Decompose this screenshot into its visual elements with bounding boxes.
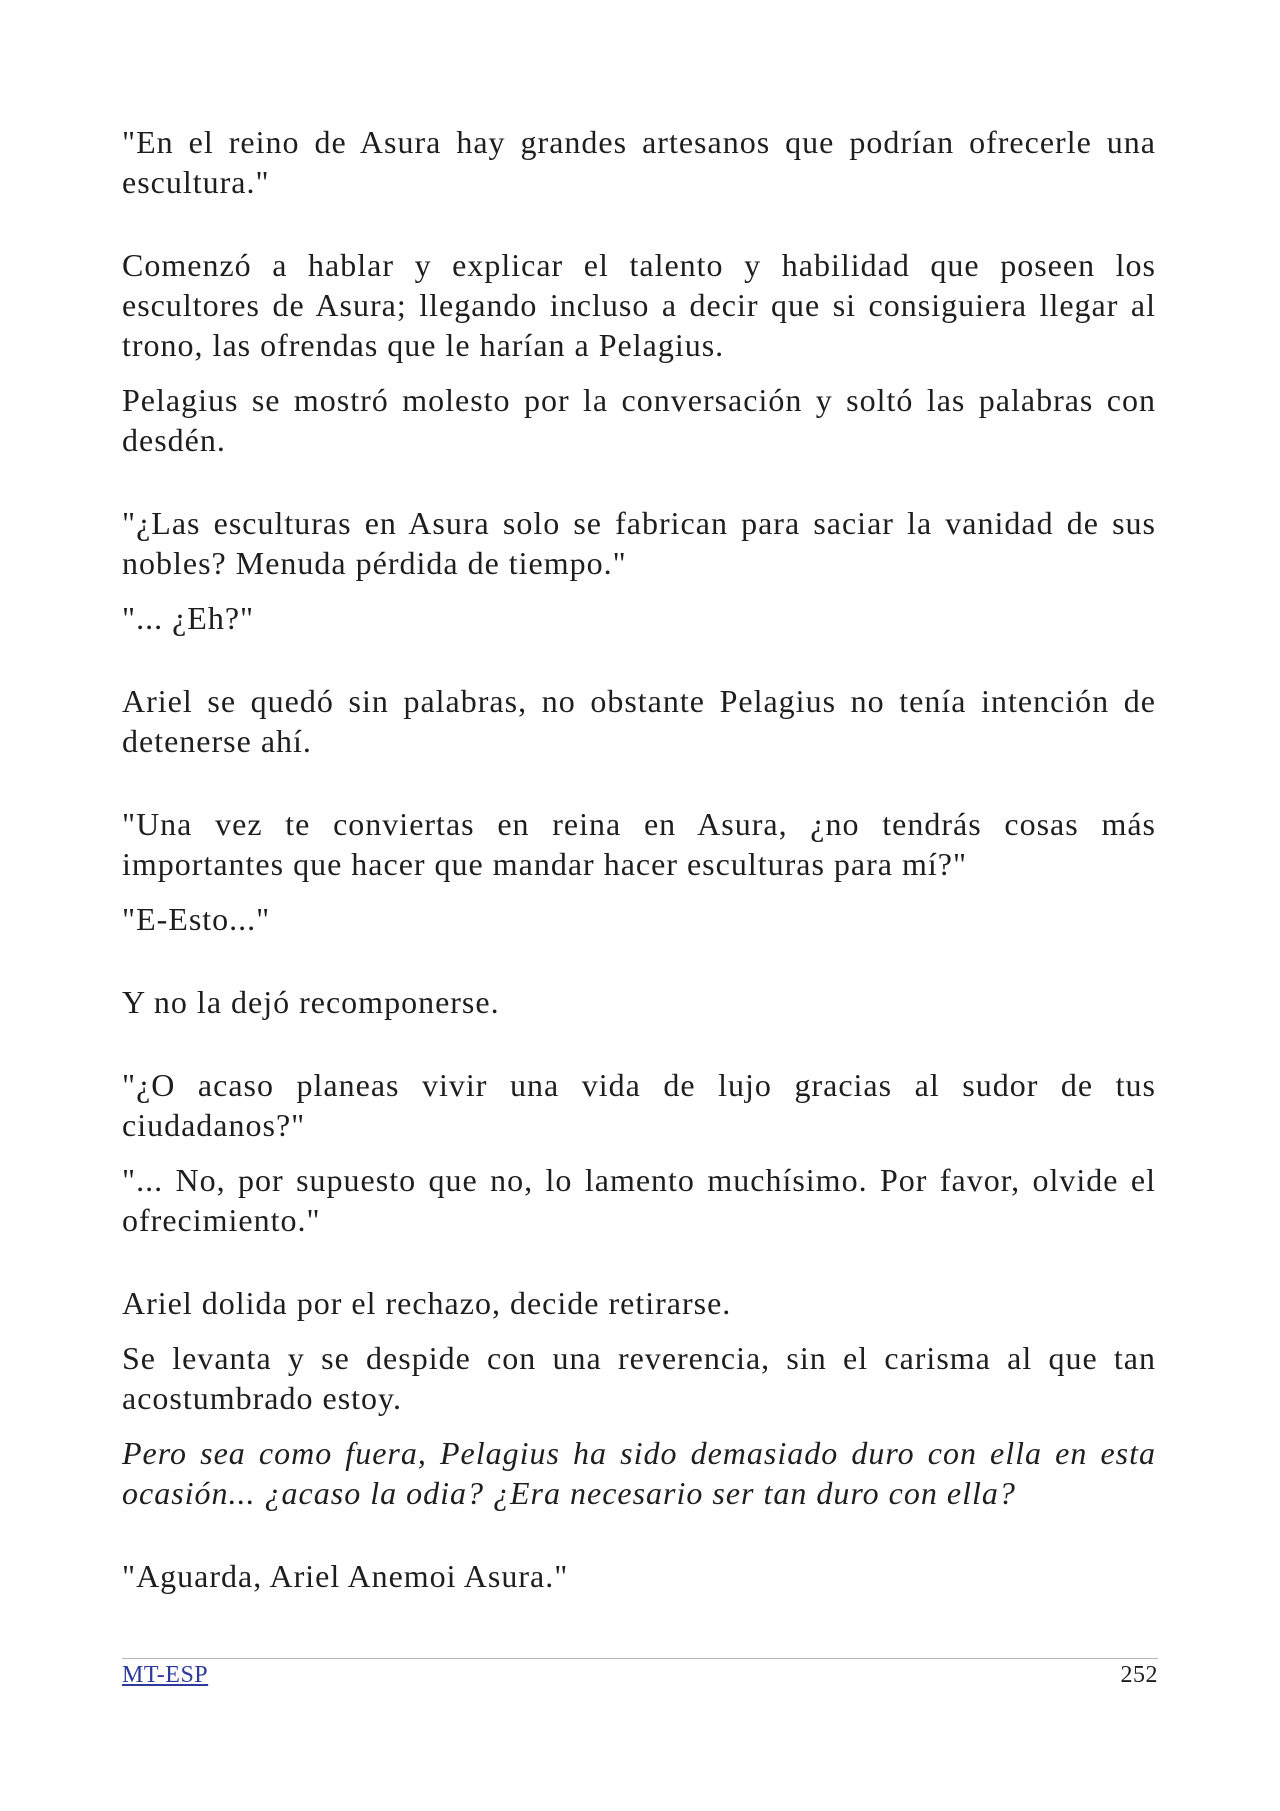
text-line: "¿O acaso planeas vivir una vida de lujo gracias al sudor de tus bbox=[122, 1067, 1156, 1103]
paragraph-13 bbox=[122, 1338, 1156, 1418]
text-line: Pelagius se mostró molesto por la conversación y soltó las palabras con bbox=[122, 382, 1156, 418]
text-line: "¿Las esculturas en Asura solo se fabrican para saciar la vanidad de sus bbox=[122, 505, 1156, 541]
paragraph-14-italic bbox=[122, 1433, 1156, 1513]
page-number: 252 bbox=[1120, 1662, 1158, 1688]
paragraph-3 bbox=[122, 380, 1156, 460]
text-line: ciudadanos?" bbox=[122, 1107, 306, 1143]
text-line: nobles? Menuda pérdida de tiempo." bbox=[122, 545, 627, 581]
text-line: Y no la dejó recomponerse. bbox=[122, 984, 500, 1020]
paragraph-4 bbox=[122, 503, 1156, 583]
paragraph-1 bbox=[122, 122, 1156, 202]
footer-divider bbox=[122, 1658, 1158, 1659]
page-body bbox=[122, 122, 1156, 1596]
paragraph-12 bbox=[122, 1283, 1156, 1323]
text-line: "Una vez te conviertas en reina en Asura, ¿no tendrás cosas más bbox=[122, 806, 1156, 842]
paragraph-10 bbox=[122, 1065, 1156, 1145]
paragraph-2 bbox=[122, 245, 1156, 365]
paragraph-9 bbox=[122, 982, 1156, 1022]
text-line: "Aguarda, Ariel Anemoi Asura." bbox=[122, 1558, 569, 1594]
text-line: ocasión... ¿acaso la odia? ¿Era necesario ser tan duro con ella? bbox=[122, 1475, 1016, 1511]
text-line: Ariel dolida por el rechazo, decide retirarse. bbox=[122, 1285, 732, 1321]
paragraph-5 bbox=[122, 598, 1156, 638]
text-line: Se levanta y se despide con una reverencia, sin el carisma al que tan bbox=[122, 1340, 1156, 1376]
text-line: importantes que hacer que mandar hacer esculturas para mí?" bbox=[122, 846, 968, 882]
footer-link[interactable]: MT-ESP bbox=[122, 1662, 209, 1688]
page-footer bbox=[122, 1660, 1158, 1690]
paragraph-11 bbox=[122, 1160, 1156, 1240]
text-line: "... ¿Eh?" bbox=[122, 600, 255, 636]
text-line: acostumbrado estoy. bbox=[122, 1380, 402, 1416]
text-line: detenerse ahí. bbox=[122, 723, 312, 759]
text-line: Comenzó a hablar y explicar el talento y habilidad que poseen los bbox=[122, 247, 1156, 283]
text-line: "E-Esto..." bbox=[122, 901, 271, 937]
text-line: escultores de Asura; llegando incluso a decir que si consiguiera llegar al bbox=[122, 287, 1156, 323]
text-line: Pero sea como fuera, Pelagius ha sido demasiado duro con ella en esta bbox=[122, 1435, 1156, 1471]
text-line: Ariel se quedó sin palabras, no obstante Pelagius no tenía intención de bbox=[122, 683, 1156, 719]
text-line: trono, las ofrendas que le harían a Pelagius. bbox=[122, 327, 725, 363]
paragraph-15 bbox=[122, 1556, 1156, 1596]
text-line: escultura." bbox=[122, 164, 270, 200]
text-line: ofrecimiento." bbox=[122, 1202, 321, 1238]
paragraph-8 bbox=[122, 899, 1156, 939]
text-line: desdén. bbox=[122, 422, 226, 458]
paragraph-7 bbox=[122, 804, 1156, 884]
text-line: "... No, por supuesto que no, lo lamento muchísimo. Por favor, olvide el bbox=[122, 1162, 1156, 1198]
text-line: "En el reino de Asura hay grandes artesanos que podrían ofrecerle una bbox=[122, 124, 1156, 160]
paragraph-6 bbox=[122, 681, 1156, 761]
